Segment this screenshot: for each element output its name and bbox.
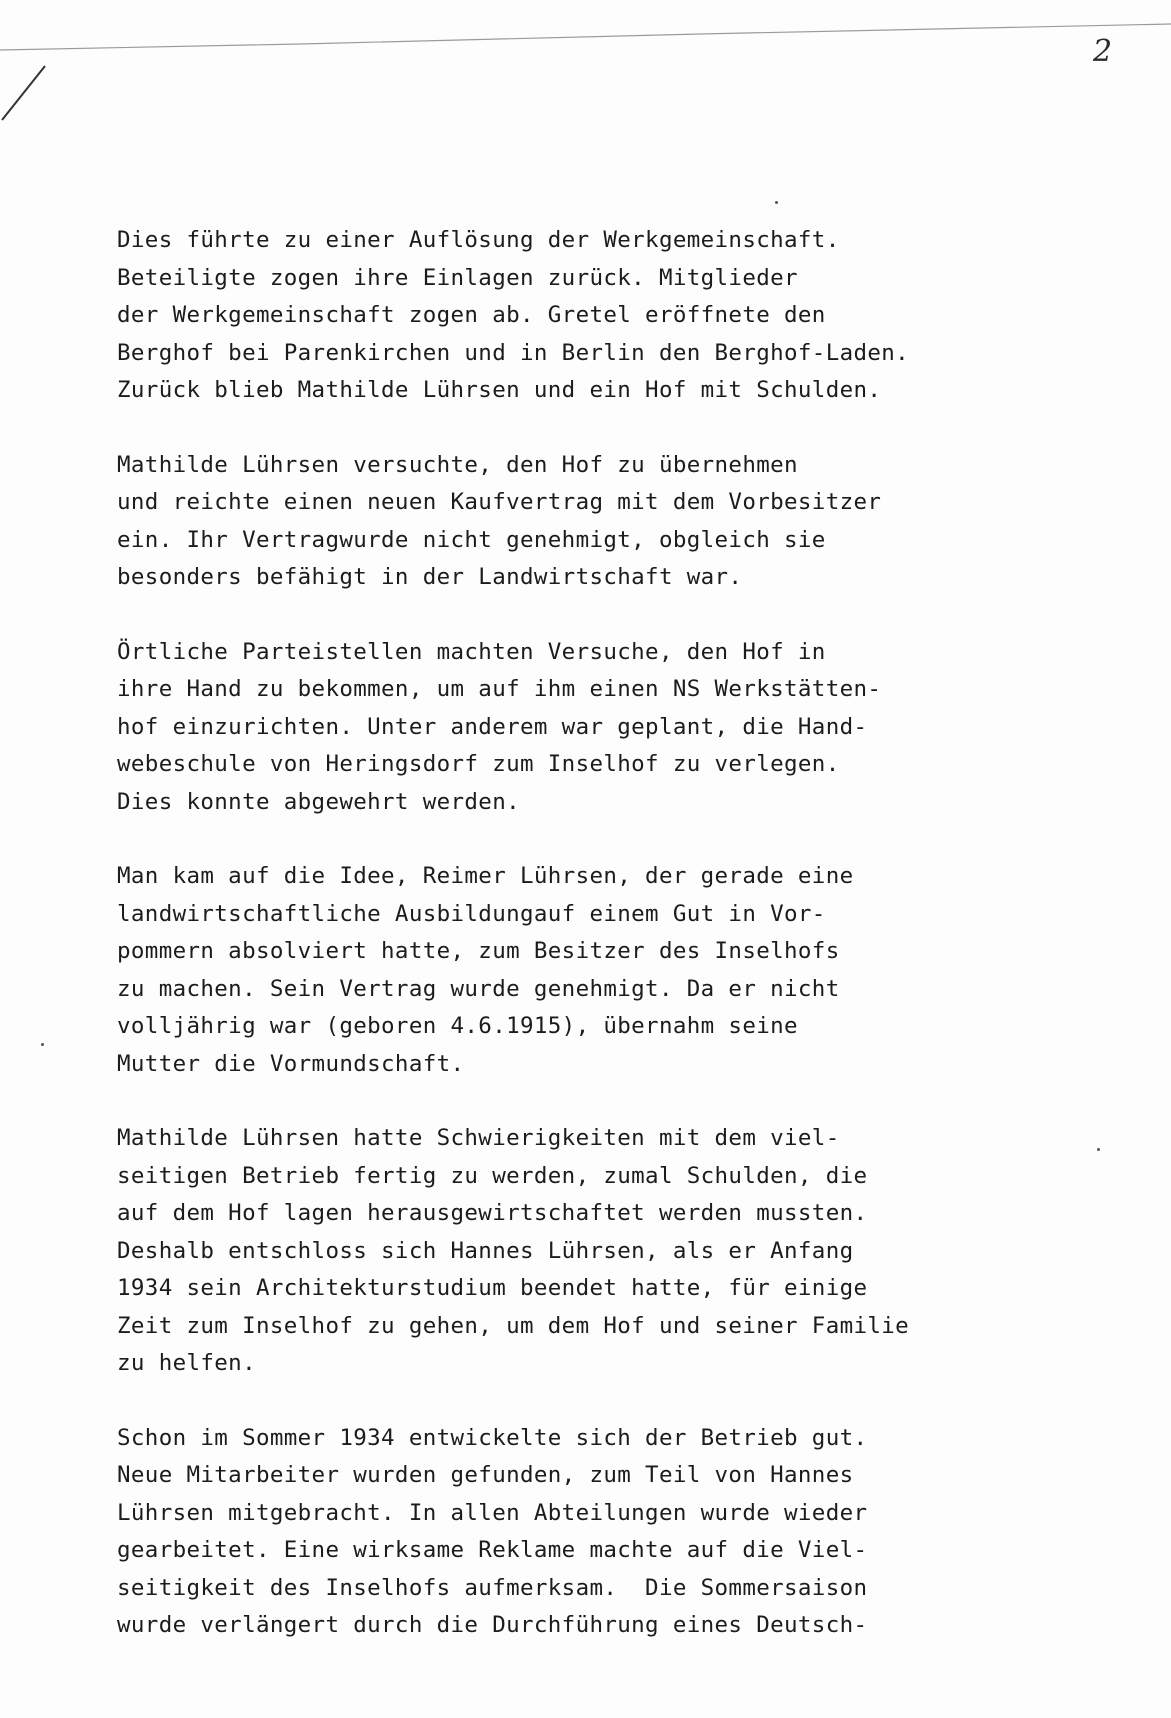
text-line: hof einzurichten. Unter anderem war geplant, die Hand- [117, 713, 868, 740]
text-line: ihre Hand zu bekommen, um auf ihm einen NS Werkstätten- [117, 676, 882, 702]
text-line: besonders befähigt in der Landwirtschaft war. [117, 564, 743, 590]
text-line: Schon im Sommer 1934 entwickelte sich der Betrieb gut. [117, 1424, 868, 1451]
text-line: pommern absolviert hatte, zum Besitzer des Inselhofs [117, 938, 840, 964]
paragraph [117, 222, 1077, 410]
text-line: zu machen. Sein Vertrag wurde genehmigt. Da er nicht [117, 975, 840, 1002]
paragraph [117, 1420, 1077, 1645]
text-line: volljährig war (geboren 4.6.1915), übernahm seine [117, 1013, 798, 1039]
scan-edge-marks [0, 0, 1171, 130]
text-line: Zurück blieb Mathilde Lührsen und ein Hof mit Schulden. [117, 377, 882, 403]
top-edge-line [0, 24, 1171, 50]
text-line: zu helfen. [117, 1350, 256, 1376]
text-line: Lührsen mitgebracht. In allen Abteilungen wurde wieder [117, 1499, 868, 1526]
document-body [117, 222, 1077, 1682]
paragraph [117, 447, 1077, 597]
text-line: Mutter die Vormundschaft. [117, 1050, 465, 1077]
text-line: 1934 sein Architekturstudium beendet hatte, für einige [117, 1275, 868, 1301]
text-line: Neue Mitarbeiter wurden gefunden, zum Teil von Hannes [117, 1462, 854, 1488]
text-line: webeschule von Heringsdorf zum Inselhof zu verlegen. [117, 751, 840, 777]
text-line: der Werkgemeinschaft zogen ab. Gretel eröffnete den [117, 302, 826, 328]
text-line: gearbeitet. Eine wirksame Reklame machte auf die Viel- [117, 1537, 868, 1563]
speck-mark [775, 201, 778, 204]
text-line: Zeit zum Inselhof zu gehen, um dem Hof und seiner Familie [117, 1312, 910, 1339]
page-number: 2 [1093, 34, 1113, 69]
text-line: Berghof bei Parenkirchen und in Berlin den Berghof-Laden. [117, 339, 910, 366]
paragraph [117, 1120, 1077, 1383]
speck-mark [1097, 1148, 1100, 1151]
text-line: auf dem Hof lagen herausgewirtschaftet werden mussten. [117, 1200, 868, 1226]
text-line: seitigkeit des Inselhofs aufmerksam. Die Sommersaison [117, 1574, 868, 1601]
text-line: Beteiligte zogen ihre Einlagen zurück. Mitglieder [117, 264, 798, 291]
text-line: seitigen Betrieb fertig zu werden, zumal Schulden, die [117, 1162, 868, 1189]
text-line: Dies führte zu einer Auflösung der Werkgemeinschaft. [117, 227, 840, 253]
text-line: und reichte einen neuen Kaufvertrag mit dem Vorbesitzer [117, 489, 882, 515]
corner-slash-mark [2, 66, 45, 120]
text-line: Deshalb entschloss sich Hannes Lührsen, als er Anfang [117, 1237, 854, 1264]
text-line: ein. Ihr Vertragwurde nicht genehmigt, obgleich sie [117, 526, 826, 553]
text-line: Mathilde Lührsen versuchte, den Hof zu übernehmen [117, 451, 798, 478]
text-line: wurde verlängert durch die Durchführung eines Deutsch- [117, 1612, 868, 1638]
text-line: Dies konnte abgewehrt werden. [117, 788, 520, 815]
paragraph [117, 634, 1077, 822]
text-line: Man kam auf die Idee, Reimer Lührsen, der gerade eine [117, 863, 854, 889]
speck-mark [41, 1043, 44, 1046]
text-line: Mathilde Lührsen hatte Schwierigkeiten mit dem viel- [117, 1125, 840, 1151]
text-line: landwirtschaftliche Ausbildungauf einem Gut in Vor- [117, 900, 826, 927]
paragraph [117, 858, 1077, 1083]
text-line: Örtliche Parteistellen machten Versuche, den Hof in [117, 638, 826, 665]
